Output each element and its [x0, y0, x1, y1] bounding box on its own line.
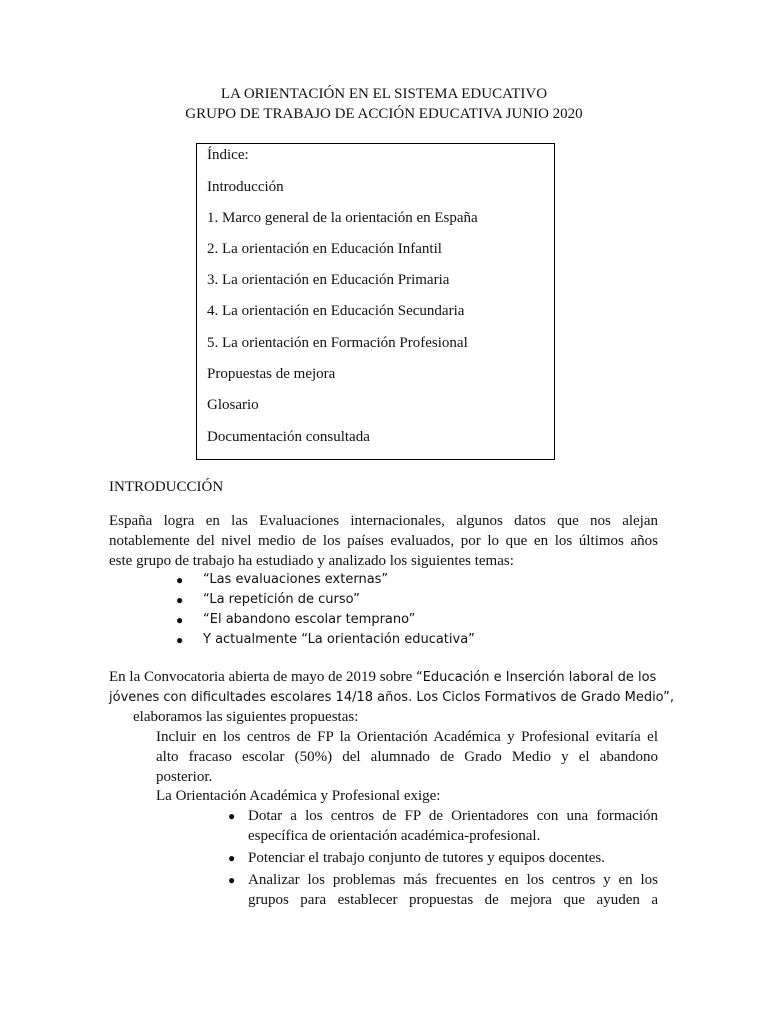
document-title: LA ORIENTACIÓN EN EL SISTEMA EDUCATIVO — [220, 86, 548, 102]
paragraph-line: notablemente del nivel medio de los países evaluados, por lo que en los últimos años — [109, 533, 658, 549]
list-item-text: “Las evaluaciones externas” — [203, 572, 389, 587]
list-item-line: Analizar los problemas más frecuentes en los centros y en los — [248, 872, 658, 888]
document-subtitle: GRUPO DE TRABAJO DE ACCIÓN EDUCATIVA JUNIO 2020 — [185, 106, 583, 122]
proposal-paragraph — [156, 727, 658, 787]
paragraph-line: jóvenes con dificultades escolares 14/18 años. Los Ciclos Formativos de Grado Medio”, — [109, 690, 675, 705]
table-of-contents — [196, 143, 555, 460]
list-item — [228, 870, 658, 910]
list-item — [228, 806, 658, 846]
toc-item-propuestas: Propuestas de mejora — [207, 366, 336, 382]
toc-heading: Índice: — [207, 147, 249, 163]
bullet-icon: ● — [176, 633, 184, 647]
list-item-line: grupos para establecer propuestas de mejora que ayuden a — [248, 892, 658, 908]
list-item-text: “La repetición de curso” — [203, 592, 360, 607]
toc-item-introduccion: Introducción — [207, 179, 284, 195]
list-item-line: Dotar a los centros de FP de Orientadores con una formación — [248, 808, 658, 824]
toc-item-3: 3. La orientación en Educación Primaria — [207, 272, 450, 288]
toc-item-documentacion: Documentación consultada — [207, 429, 370, 445]
bullet-icon: ● — [176, 573, 184, 587]
requirements-heading: La Orientación Académica y Profesional exige: — [156, 788, 441, 804]
list-item-text: “El abandono escolar temprano” — [203, 612, 416, 627]
bullet-icon: ● — [228, 809, 236, 823]
convocatoria-paragraph — [109, 667, 675, 708]
bullet-icon: ● — [176, 593, 184, 607]
list-item-line: Potenciar el trabajo conjunto de tutores y equipos docentes. — [248, 850, 605, 866]
intro-paragraph — [109, 511, 658, 571]
toc-item-5: 5. La orientación en Formación Profesional — [207, 335, 468, 351]
paragraph-line-start: En la Convocatoria abierta de mayo de 2019 sobre — [109, 669, 413, 685]
section-heading-introduccion: INTRODUCCIÓN — [109, 479, 224, 495]
paragraph-line: Incluir en los centros de FP la Orientación Académica y Profesional evitaría el — [156, 729, 658, 745]
toc-item-1: 1. Marco general de la orientación en España — [207, 210, 478, 226]
bullet-icon: ● — [176, 613, 184, 627]
paragraph-line: España logra en las Evaluaciones internacionales, algunos datos que nos alejan — [109, 513, 658, 529]
paragraph-line-quote: “Educación e Inserción laboral de los — [415, 670, 657, 685]
paragraph-line: elaboramos las siguientes propuestas: — [133, 709, 359, 725]
toc-item-glosario: Glosario — [207, 397, 259, 413]
toc-item-4: 4. La orientación en Educación Secundaria — [207, 303, 465, 319]
paragraph-line: este grupo de trabajo ha estudiado y analizado los siguientes temas: — [109, 553, 514, 569]
paragraph-line: posterior. — [156, 769, 213, 785]
list-item-text: Y actualmente “La orientación educativa” — [203, 632, 475, 647]
bullet-icon: ● — [228, 873, 236, 887]
paragraph-line: alto fracaso escolar (50%) del alumnado de Grado Medio y el abandono — [156, 749, 658, 765]
list-item-line: específica de orientación académica-profesional. — [248, 828, 541, 844]
bullet-icon: ● — [228, 851, 236, 865]
toc-item-2: 2. La orientación en Educación Infantil — [207, 241, 442, 257]
requirements-list — [228, 806, 658, 910]
paragraph-line — [109, 667, 658, 688]
list-item — [228, 848, 658, 868]
